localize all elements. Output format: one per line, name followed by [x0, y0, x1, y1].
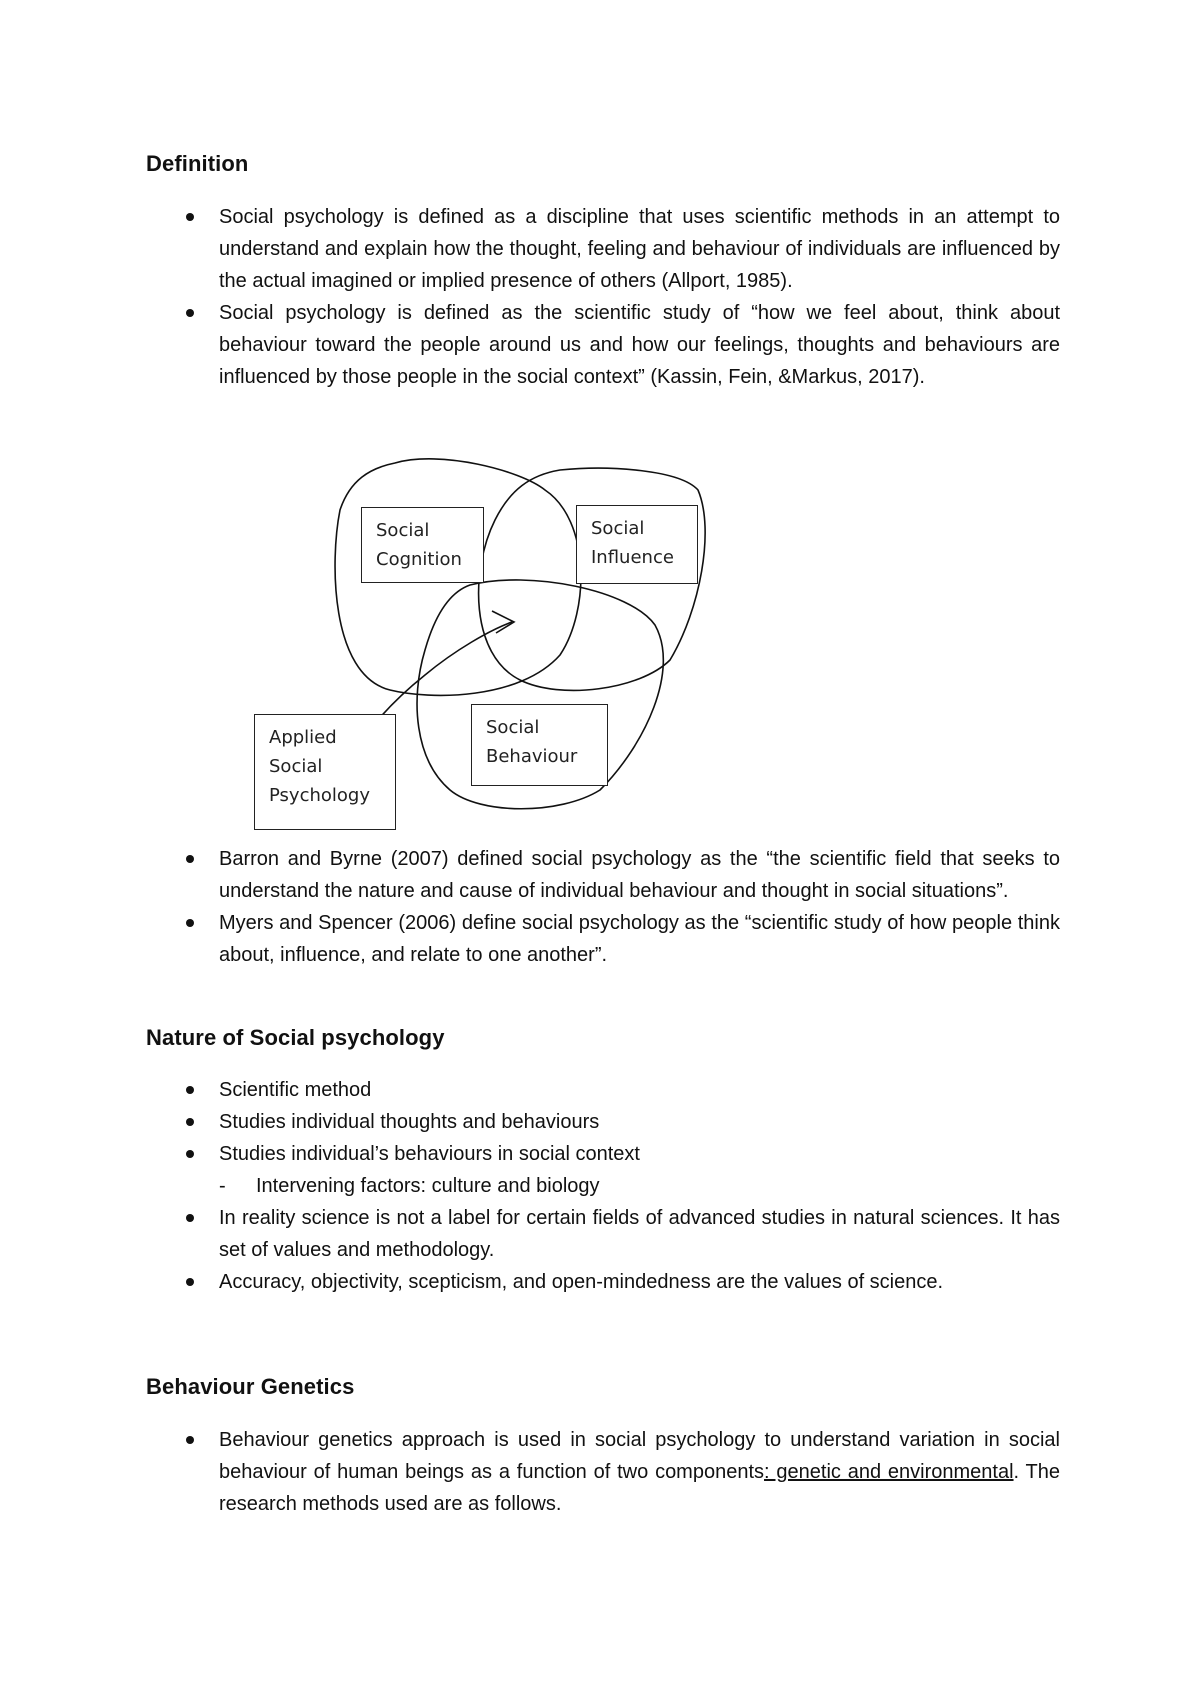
box-label: Social	[486, 717, 540, 738]
sub-list-item: - Intervening factors: culture and biology	[146, 1170, 1060, 1202]
box-applied-social-psychology	[254, 714, 396, 830]
box-social-influence	[576, 505, 698, 584]
list-item: Barron and Byrne (2007) defined social psychology as the “the scientific field that seeks to understand the nature and cause of individual behaviour and thought in social situations”.	[146, 843, 1060, 907]
box-label: Cognition	[376, 549, 462, 570]
text-run: . The research methods used are as follows.	[219, 1461, 1061, 1515]
box-label: Psychology	[269, 785, 370, 806]
list-item: Accuracy, objectivity, scepticism, and open-mindedness are the values of science.	[146, 1266, 1060, 1298]
box-label: Social	[376, 520, 430, 541]
list-item: Studies individual thoughts and behaviours	[146, 1106, 1060, 1138]
heading-definition: Definition	[146, 151, 249, 176]
list-item: Social psychology is defined as a discipline that uses scientific methods in an attempt to understand and explain how the thought, feeling and behaviour of individuals are influenced by the actual imagined or implied presence of others (Allport, 1985).	[146, 201, 1060, 297]
text-run: Behaviour genetics approach is used in social psychology to understand variation in social behaviour of human beings as a function of two components	[219, 1429, 1060, 1483]
box-label: Behaviour	[486, 746, 578, 767]
list-item: Studies individual’s behaviours in social context	[146, 1138, 1060, 1170]
box-label: Social	[269, 756, 323, 777]
box-label: Applied	[269, 727, 337, 748]
list-item	[146, 1424, 1060, 1520]
definition-list-continued	[146, 843, 1060, 971]
list-item: Social psychology is defined as the scientific study of “how we feel about, think about behaviour toward the people around us and how our feelings, thoughts and behaviours are influenced by those people in the social context” (Kassin, Fein, &Markus, 2017).	[146, 297, 1060, 393]
heading-behaviour-genetics: Behaviour Genetics	[146, 1374, 355, 1399]
box-label: Influence	[591, 547, 674, 568]
box-social-behaviour	[471, 704, 608, 786]
genetics-list	[146, 1424, 1060, 1520]
box-social-cognition	[361, 507, 484, 583]
list-item: Scientific method	[146, 1074, 1060, 1106]
underlined-text: : genetic and environmental	[764, 1461, 1014, 1483]
list-item: Myers and Spencer (2006) define social psychology as the “scientific study of how people think about, influence, and relate to one another”.	[146, 907, 1060, 971]
nature-list	[146, 1074, 1060, 1298]
list-item: In reality science is not a label for certain fields of advanced studies in natural sciences. It has set of values and methodology.	[146, 1202, 1060, 1266]
heading-nature: Nature of Social psychology	[146, 1025, 445, 1050]
box-label: Social	[591, 518, 645, 539]
